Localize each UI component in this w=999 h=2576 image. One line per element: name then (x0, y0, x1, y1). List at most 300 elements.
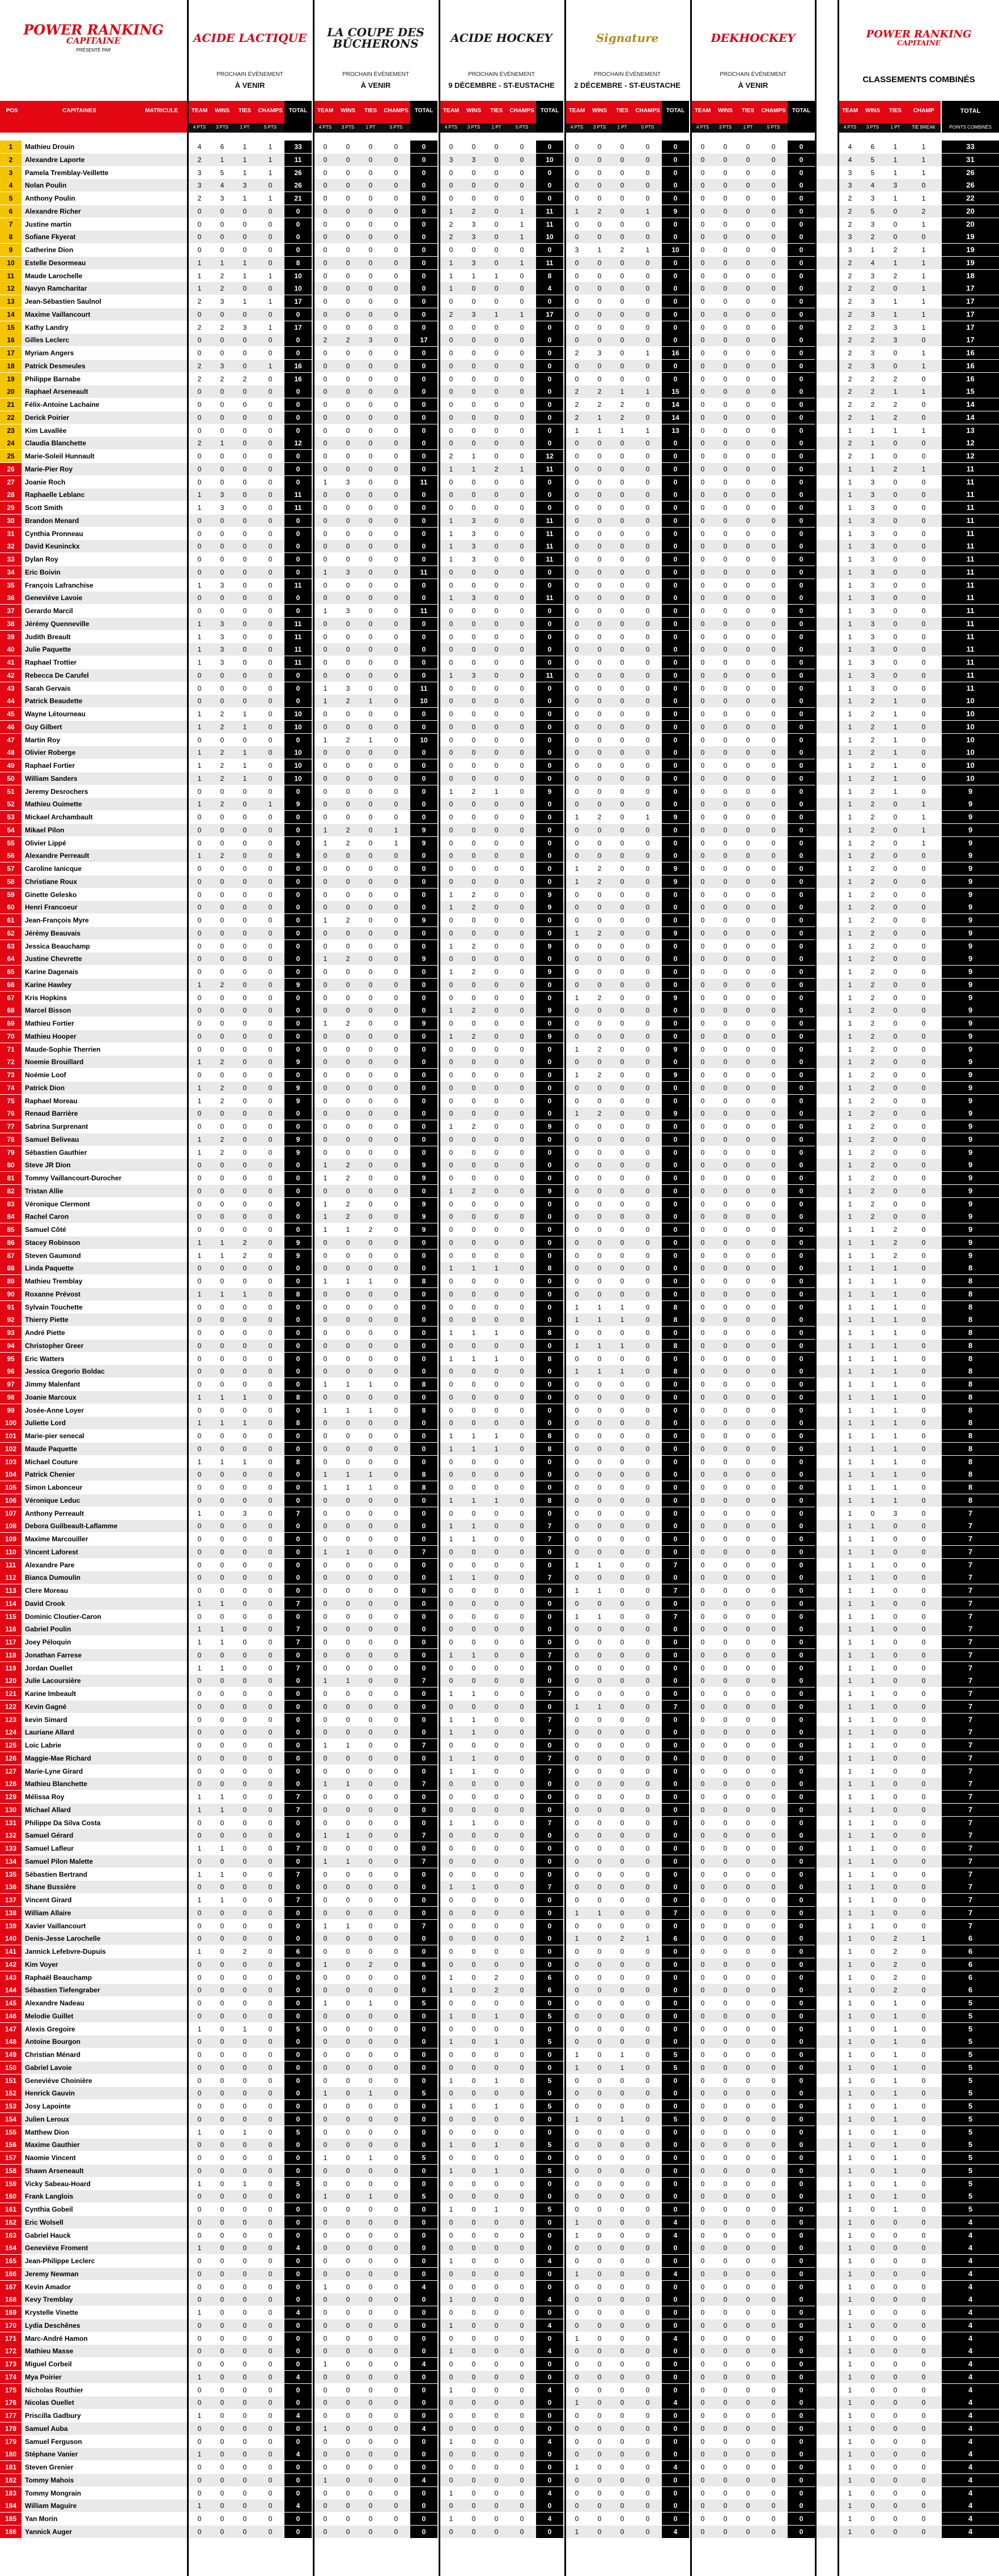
combined-stat-cell: 2 (870, 1187, 875, 1195)
captain-name[interactable]: Julie Paquette (25, 645, 71, 654)
captain-name[interactable]: Alexandre Nadeau (25, 1999, 84, 2007)
captain-name[interactable]: Melodie Guillet (25, 2012, 74, 2020)
stat-cell: 0 (494, 1702, 499, 1711)
stat-cell: 0 (597, 1329, 602, 1337)
stat-cell: 0 (620, 852, 624, 860)
stat-cell: 0 (471, 1561, 476, 1569)
captain-name[interactable]: Kathy Landry (25, 323, 69, 331)
captain-name[interactable]: Alexandre Laporte (25, 155, 85, 164)
stat-cell: 0 (520, 1341, 524, 1350)
combined-stat-cell: 2 (870, 787, 875, 796)
event-total-cell: 0 (662, 708, 689, 720)
stat-cell: 2 (471, 968, 476, 976)
captain-name[interactable]: Sylvain Touchette (25, 1303, 83, 1311)
captain-name[interactable]: Clere Moreau (25, 1587, 69, 1595)
combined-stat-cell: 0 (921, 1999, 926, 2007)
captain-name[interactable]: Marie-Soleil Hunnault (25, 452, 95, 460)
stat-cell: 0 (700, 1470, 705, 1479)
combined-total-cell: 10 (942, 759, 999, 772)
stat-cell: 0 (494, 1831, 499, 1840)
captain-name[interactable]: Mélissa Roy (25, 1793, 65, 1801)
captain-name[interactable]: Catherine Dion (25, 246, 74, 254)
stat-cell: 1 (197, 1290, 202, 1298)
captain-name[interactable]: Eric Watters (25, 1354, 65, 1363)
rank-cell: 148 (0, 2035, 22, 2048)
event-date: À VENIR (360, 81, 391, 90)
captain-name[interactable]: Karine Dagenais (25, 968, 79, 976)
stat-cell: 0 (771, 800, 776, 809)
event-total-cell: 0 (662, 605, 689, 617)
captain-name[interactable]: Loic Labrie (25, 1741, 62, 1749)
stat-cell: 0 (575, 1870, 579, 1878)
captain-name[interactable]: Estelle Desormeau (25, 258, 86, 267)
stat-cell: 0 (243, 1831, 247, 1840)
captain-name[interactable]: Eric Boivin (25, 568, 61, 576)
table-row (0, 373, 999, 385)
captain-name[interactable]: Guy Gilbert (25, 722, 62, 731)
stat-cell: 3 (220, 645, 224, 654)
captain-name[interactable]: Linda Paquette (25, 1264, 74, 1273)
captain-name[interactable]: Mathieu Blanchette (25, 1780, 88, 1788)
captain-name[interactable]: Mathieu Tremblay (25, 1277, 83, 1285)
stat-cell: 0 (494, 413, 499, 422)
captain-name[interactable]: Jeremy Desrochers (25, 787, 88, 796)
stat-cell: 0 (597, 1174, 602, 1182)
captain-name[interactable]: Jean-François Myre (25, 916, 89, 924)
stat-cell: 0 (723, 1135, 728, 1144)
captain-name[interactable]: Tommy Vaillancourt-Durocher (25, 1174, 122, 1182)
stat-cell: 1 (323, 1200, 328, 1208)
captain-name[interactable]: Debora Guilbeault-Laflamme (25, 1522, 118, 1531)
captain-name[interactable]: Kim Voyer (25, 1960, 58, 1969)
stat-cell: 0 (368, 1922, 373, 1930)
event-total-cell: 0 (788, 1533, 815, 1545)
stat-cell: 0 (449, 1793, 453, 1801)
captain-name[interactable]: Anthony Poulin (25, 194, 75, 202)
captain-name[interactable]: Maude Larochelle (25, 271, 83, 280)
captain-name[interactable]: Denis-Jesse Larochelle (25, 1935, 101, 1943)
captain-name[interactable]: Wayne Létourneau (25, 710, 86, 718)
captain-name[interactable]: Renaud Barrière (25, 1110, 78, 1118)
captain-name[interactable]: Gabriel Poulin (25, 1625, 71, 1634)
stat-cell: 0 (700, 1625, 705, 1634)
captain-name[interactable]: Rachel Caron (25, 1213, 69, 1221)
captain-name[interactable]: Olivier Roberge (25, 749, 76, 757)
captain-name[interactable]: Samuel Pilon Malette (25, 1857, 93, 1865)
captain-name[interactable]: Sébastien Gauthier (25, 1148, 87, 1157)
captain-name[interactable]: Sabrina Surprenant (25, 1123, 88, 1130)
captain-name[interactable]: Josée-Anne Loyer (25, 1406, 84, 1414)
stat-cell: 0 (323, 491, 328, 499)
captain-name[interactable]: Maggie-Mae Richard (25, 1754, 91, 1762)
event-total-cell: 0 (662, 1468, 689, 1481)
stat-cell: 1 (645, 246, 650, 254)
stat-cell: 0 (620, 362, 624, 370)
captain-name[interactable]: Thierry Piette (25, 1316, 69, 1324)
stat-cell: 0 (494, 233, 499, 241)
captain-name[interactable]: Navyn Ramcharitar (25, 284, 87, 293)
combined-stat-cell: 0 (893, 890, 898, 899)
stat-cell: 0 (471, 1844, 476, 1852)
stat-cell: 0 (771, 542, 776, 551)
captain-name[interactable]: André Piette (25, 1329, 65, 1337)
stat-cell: 0 (471, 658, 476, 666)
combined-stat-cell: 1 (848, 1922, 852, 1930)
captain-name[interactable]: Joey Péloquin (25, 1638, 71, 1646)
captain-name[interactable]: Julie Lacoursière (25, 1677, 81, 1685)
captain-name[interactable]: Jessica Gregorio Boldac (25, 1367, 105, 1376)
captain-name[interactable]: Noémie Loof (25, 1071, 66, 1079)
captain-name[interactable]: Félix-Antoine Lachaine (25, 401, 100, 409)
captain-name[interactable]: Raphaël Beauchamp (25, 1973, 92, 1982)
captain-name[interactable]: Vincent Girard (25, 1896, 72, 1904)
combined-stat-cell: 0 (893, 658, 898, 666)
stat-cell: 0 (620, 1612, 624, 1621)
combined-stat-cell: 0 (893, 529, 898, 538)
captain-name[interactable]: Karine Imbeault (25, 1690, 76, 1698)
captain-name[interactable]: Gilles Leclerc (25, 336, 70, 345)
captain-name[interactable]: Jean-Sébastien Saulnol (25, 297, 101, 305)
captain-name[interactable]: Gerardo Marcil (25, 607, 73, 615)
event-total-cell: 7 (536, 1649, 563, 1661)
captain-name[interactable]: Kris Hopkins (25, 993, 67, 1002)
combined-stat-cell: 0 (893, 1831, 898, 1840)
captain-name[interactable]: Mathieu Ouimette (25, 800, 82, 809)
event-col-points: 1 PT (617, 125, 627, 130)
captain-name[interactable]: Sarah Gervais (25, 684, 71, 692)
stat-cell: 0 (449, 1200, 453, 1208)
captain-name[interactable]: Martin Roy (25, 736, 61, 744)
captain-name[interactable]: Mickael Archambault (25, 813, 93, 821)
event-total-cell: 0 (410, 2035, 437, 2048)
captain-name[interactable]: Véronique Leduc (25, 1496, 80, 1504)
captain-name[interactable]: Philippe Barnabe (25, 375, 81, 383)
captain-name[interactable]: William Allaire (25, 1908, 71, 1917)
stat-cell: 0 (346, 1561, 350, 1569)
combined-stat-cell: 0 (921, 1883, 926, 1891)
captain-name[interactable]: Bianca Dumoulin (25, 1574, 81, 1582)
stat-cell: 0 (368, 323, 373, 331)
event-total-cell: 0 (410, 424, 437, 437)
combined-stat-cell: 1 (848, 1006, 852, 1015)
combined-stat-cell: 0 (921, 749, 926, 757)
combined-stat-cell: 1 (848, 1599, 852, 1608)
stat-cell: 0 (723, 1393, 728, 1401)
captain-name[interactable]: Maxime Vaillancourt (25, 310, 91, 318)
combined-stat-cell: 1 (848, 1780, 852, 1788)
captain-name[interactable]: Jordan Ouellet (25, 1664, 73, 1672)
table-row (0, 849, 999, 862)
captain-name[interactable]: Sofiane Fkyerat (25, 233, 76, 241)
captain-name[interactable]: Geneviève Lavoie (25, 594, 83, 602)
captain-name[interactable]: Christopher Greer (25, 1341, 84, 1350)
stat-cell: 1 (449, 594, 453, 602)
captain-name[interactable]: Marie-pier senecal (25, 1432, 84, 1440)
combined-total-cell: 7 (942, 1817, 999, 1829)
table-row (0, 592, 999, 604)
event-total-cell: 0 (410, 1391, 437, 1404)
stat-cell: 0 (268, 1908, 273, 1917)
captain-name[interactable]: Michael Allard (25, 1805, 71, 1814)
combined-stat-cell: 1 (893, 749, 898, 757)
captain-name[interactable]: Samuel Côté (25, 1226, 66, 1234)
captain-name[interactable]: Marcel Bisson (25, 1006, 71, 1015)
stat-cell: 0 (220, 968, 224, 976)
captain-name[interactable]: Scott Smith (25, 504, 63, 512)
stat-cell: 0 (449, 2025, 453, 2033)
combined-stat-cell: 3 (870, 542, 875, 551)
captain-name[interactable]: Maude-Sophie Therrien (25, 1045, 101, 1053)
captain-name[interactable]: Shane Bussière (25, 1883, 76, 1891)
captain-name[interactable]: Jessica Beauchamp (25, 942, 90, 950)
captain-name[interactable]: Alexandre Richer (25, 207, 81, 215)
captain-name[interactable]: Alexandre Perreault (25, 852, 90, 860)
captain-name[interactable]: Samuel Lafleur (25, 1844, 74, 1852)
event-total-cell: 0 (410, 167, 437, 179)
captain-name[interactable]: Patrick Desmeules (25, 362, 86, 370)
stat-cell: 0 (575, 1329, 579, 1337)
captain-name[interactable]: Derick Poirier (25, 413, 70, 422)
combined-stat-cell: 0 (893, 852, 898, 860)
combined-stat-cell: 1 (893, 1406, 898, 1414)
table-row (0, 1275, 999, 1287)
captain-name[interactable]: Michael Couture (25, 1457, 78, 1466)
stat-cell: 0 (494, 1226, 499, 1234)
stat-cell: 0 (645, 1908, 650, 1917)
event-total-cell: 0 (410, 708, 437, 720)
captain-name[interactable]: Marie-Lyne Girard (25, 1767, 83, 1775)
stat-cell: 0 (620, 903, 624, 912)
stat-cell: 0 (645, 1045, 650, 1053)
event-col-points: 4 PTS (444, 125, 458, 130)
captain-name[interactable]: Jérémy Beauvais (25, 929, 81, 937)
stat-cell: 0 (520, 297, 524, 305)
stat-cell: 0 (394, 1638, 398, 1646)
stat-cell: 0 (620, 1174, 624, 1182)
stat-cell: 0 (220, 401, 224, 409)
stat-cell: 0 (771, 168, 776, 177)
event-total-cell: 0 (788, 914, 815, 926)
captain-name[interactable]: Samuel Beliveau (25, 1135, 79, 1144)
captain-name[interactable]: David Crook (25, 1599, 65, 1608)
stat-cell: 0 (394, 542, 398, 551)
captain-name[interactable]: Kim Lavallée (25, 426, 67, 435)
captain-name[interactable]: Nolan Poulin (25, 181, 67, 190)
captain-name[interactable]: Dominic Cloutier-Caron (25, 1612, 101, 1621)
rank-cell: 37 (0, 605, 22, 617)
captain-name[interactable]: Raphael Arseneault (25, 388, 88, 396)
captain-name[interactable]: Noemie Brouillard (25, 1058, 84, 1066)
captain-name[interactable]: Judith Breault (25, 632, 71, 641)
captain-name[interactable]: Xavier Vaillancourt (25, 1922, 86, 1930)
stat-cell: 0 (620, 1548, 624, 1556)
captain-name[interactable]: Patrick Chenier (25, 1470, 75, 1479)
event-total-cell: 9 (410, 953, 437, 965)
stat-cell: 0 (449, 1870, 453, 1878)
captain-name[interactable]: Mathieu Drouin (25, 143, 75, 151)
stat-cell: 0 (771, 1702, 776, 1711)
stat-cell: 0 (494, 555, 499, 563)
captain-name[interactable]: Christiane Roux (25, 877, 78, 886)
stat-cell: 0 (575, 1715, 579, 1724)
stat-cell: 0 (620, 1908, 624, 1917)
combined-stat-cell: 1 (848, 1058, 852, 1066)
stat-cell: 0 (323, 1535, 328, 1543)
captain-name[interactable]: Alexandre Pare (25, 1561, 75, 1569)
table-row (0, 1133, 999, 1146)
captain-name[interactable]: Ginette Gelesko (25, 890, 77, 899)
captain-name[interactable]: Pamela Tremblay-Veillette (25, 168, 109, 177)
event-total-cell: 0 (662, 1881, 689, 1893)
stat-cell: 0 (597, 375, 602, 383)
stat-cell: 1 (268, 800, 273, 809)
captain-name[interactable]: Jérémy Quenneville (25, 619, 90, 628)
stat-cell: 1 (471, 271, 476, 280)
stat-cell: 0 (575, 297, 579, 305)
stat-cell: 0 (494, 258, 499, 267)
captain-name[interactable]: Jonathan Farrese (25, 1651, 82, 1659)
stat-cell: 0 (746, 1200, 750, 1208)
captain-name[interactable]: Brandon Menard (25, 516, 79, 525)
stat-cell: 0 (575, 233, 579, 241)
stat-cell: 0 (575, 168, 579, 177)
captain-name[interactable]: Dylan Roy (25, 555, 58, 563)
captain-name[interactable]: Joanie Marcoux (25, 1393, 76, 1401)
stat-cell: 1 (268, 194, 273, 202)
captain-name[interactable]: Simon Labonceur (25, 1483, 83, 1491)
captain-name[interactable]: Alexis Gregoire (25, 2025, 75, 2033)
captain-name[interactable]: Caroline Ianicque (25, 865, 82, 873)
stat-cell: 0 (723, 1625, 728, 1634)
captain-name[interactable]: Antoine Bourgon (25, 2038, 80, 2046)
captain-name[interactable]: François Lafranchise (25, 581, 93, 589)
captain-name[interactable]: Rebecca De Carufel (25, 671, 89, 679)
captain-name[interactable]: Joanie Roch (25, 478, 66, 486)
captain-name[interactable]: Raphael Fortier (25, 762, 75, 770)
captain-name[interactable]: Raphael Trottier (25, 658, 77, 666)
stat-cell: 0 (771, 1200, 776, 1208)
captain-name[interactable]: Mathieu Hooper (25, 1032, 76, 1040)
stat-cell: 1 (449, 1032, 453, 1040)
event-total-cell: 0 (284, 566, 312, 579)
stat-cell: 0 (368, 1200, 373, 1208)
stat-cell: 0 (575, 1535, 579, 1543)
table-row (0, 721, 999, 733)
captain-name[interactable]: Patrick Beaudette (25, 697, 83, 705)
stat-cell: 2 (220, 271, 224, 280)
captain-name[interactable]: Philippe Da Silva Costa (25, 1818, 101, 1827)
event-total-cell: 0 (662, 759, 689, 772)
captain-name[interactable]: Jimmy Malenfant (25, 1380, 80, 1388)
stat-cell: 1 (220, 1238, 224, 1247)
captain-name[interactable]: Steve JR Dion (25, 1161, 71, 1170)
captain-name[interactable]: Mathieu Fortier (25, 1019, 74, 1027)
table-row (0, 528, 999, 540)
captain-name[interactable]: Stacey Robinson (25, 1238, 80, 1247)
stat-cell: 0 (323, 1715, 328, 1724)
stat-cell: 0 (346, 452, 350, 460)
captain-name[interactable]: Tristan Allie (25, 1187, 63, 1195)
captain-name[interactable]: Vincent Laforest (25, 1548, 78, 1556)
rank-cell: 75 (0, 1095, 22, 1107)
captain-name[interactable]: Henri Francoeur (25, 903, 78, 912)
stat-cell: 0 (746, 1083, 750, 1092)
captain-name[interactable]: Justine Chevrette (25, 955, 82, 963)
stat-cell: 0 (394, 143, 398, 151)
captain-name[interactable]: Mikael Pilon (25, 826, 65, 834)
captain-name[interactable]: Justine martin (25, 220, 72, 228)
event-total-cell: 7 (536, 1752, 563, 1765)
stat-cell: 0 (575, 607, 579, 615)
captain-name[interactable]: Maude Paquette (25, 1444, 78, 1453)
event-total-cell: 0 (410, 1714, 437, 1726)
combined-stat-cell: 2 (870, 955, 875, 963)
stat-cell: 0 (346, 619, 350, 628)
stat-cell: 1 (575, 1110, 579, 1118)
captain-name[interactable]: Samuel Gérard (25, 1831, 74, 1840)
stat-cell: 0 (268, 1083, 273, 1092)
stat-cell: 0 (368, 1883, 373, 1891)
captain-name[interactable]: Raphael Moreau (25, 1096, 78, 1105)
combined-stat-cell: 3 (848, 181, 852, 190)
combined-stat-cell: 0 (893, 1677, 898, 1685)
captain-name[interactable]: Roxanne Prévost (25, 1290, 81, 1298)
captain-name[interactable]: Myriam Angers (25, 349, 74, 357)
captain-name[interactable]: Claudia Blanchette (25, 439, 87, 448)
stat-cell: 0 (723, 852, 728, 860)
captain-name[interactable]: Sébastien Bertrand (25, 1870, 88, 1878)
stat-cell: 0 (746, 542, 750, 551)
stat-cell: 2 (197, 439, 202, 448)
captain-name[interactable]: Patrick Dion (25, 1083, 65, 1092)
captain-name[interactable]: Lauriane Allard (25, 1728, 74, 1737)
captain-name[interactable]: kevin Simard (25, 1715, 67, 1724)
captain-name[interactable]: Raphaelle Leblanc (25, 491, 85, 499)
stat-cell: 2 (471, 1123, 476, 1130)
combined-col-label: WINS (865, 108, 881, 114)
captain-name[interactable]: Sébastien Tiefengraber (25, 1986, 100, 1995)
captain-name[interactable]: Juliette Lord (25, 1419, 66, 1427)
stat-cell: 0 (520, 1213, 524, 1221)
stat-cell: 0 (197, 916, 202, 924)
captain-name[interactable]: Steven Gaumond (25, 1251, 81, 1260)
stat-cell: 0 (771, 955, 776, 963)
captain-name[interactable]: David Keuninckx (25, 542, 80, 551)
captain-name[interactable]: William Sanders (25, 774, 78, 783)
stat-cell: 0 (494, 1213, 499, 1221)
stat-cell: 0 (268, 710, 273, 718)
captain-name[interactable]: Véronique Clermont (25, 1200, 90, 1208)
stat-cell: 0 (620, 181, 624, 190)
stat-cell: 0 (771, 645, 776, 654)
captain-name[interactable]: Olivier Lippé (25, 839, 66, 847)
combined-stat-cell: 1 (848, 1483, 852, 1491)
stat-cell: 0 (597, 658, 602, 666)
captain-name[interactable]: Kevin Gagné (25, 1702, 67, 1711)
stat-cell: 0 (471, 2012, 476, 2020)
captain-name[interactable]: Anthony Perreault (25, 1509, 84, 1517)
captain-name[interactable]: Marie-Pier Roy (25, 465, 73, 473)
captain-name[interactable]: Jannick Lefebvre-Dupuis (25, 1948, 106, 1956)
captain-name[interactable]: Karine Hawley (25, 980, 72, 989)
stat-cell: 0 (597, 1432, 602, 1440)
stat-cell: 0 (520, 2038, 524, 2046)
stat-cell: 0 (494, 1780, 499, 1788)
stat-cell: 0 (645, 336, 650, 345)
captain-name[interactable]: Maxime Marcouiller (25, 1535, 88, 1543)
captain-name[interactable]: Cynthia Pronneau (25, 529, 83, 538)
event-total-cell: 0 (662, 631, 689, 643)
